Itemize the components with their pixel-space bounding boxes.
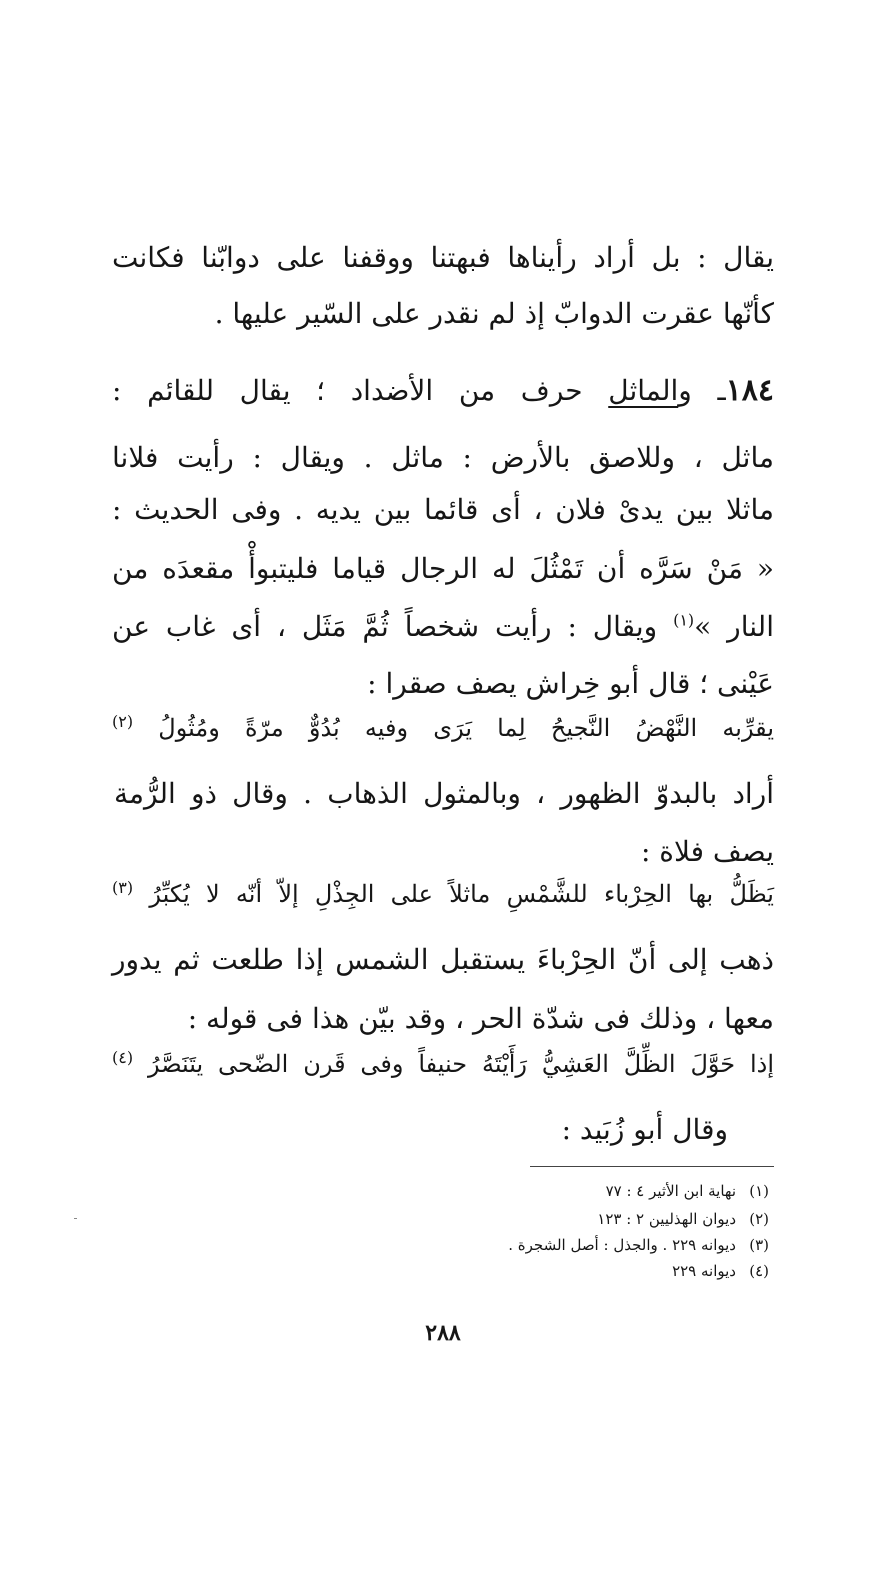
para-2-line-2: يصف فلاة : xyxy=(640,835,774,868)
entry-line-4-start: النار » xyxy=(694,610,774,644)
footnote-4-text: ديوانه ٢٢٩ xyxy=(672,1262,736,1280)
footnote-1-text: نهاية ابن الأثير ٤ : ٧٧ xyxy=(605,1182,736,1200)
footnote-1-number: (١) xyxy=(749,1182,769,1200)
para-3-line-2: معها ، وذلك فى شدّة الحر ، وقد بيّن هذا فى قوله : xyxy=(187,1002,774,1035)
footnote-separator xyxy=(530,1166,774,1167)
margin-speck xyxy=(74,1218,77,1219)
verse-1-marker: (٢) xyxy=(112,712,134,731)
footnote-marker-1: (١) xyxy=(673,611,695,630)
verse-2 xyxy=(112,880,774,906)
entry-line-5: عَيْنى ؛ قال أبو خِراش يصف صقرا : xyxy=(367,667,774,700)
footnote-2-number: (٢) xyxy=(749,1210,769,1228)
intro-line-2: كأنّها عقرت الدوابّ إذ لم نقدر على السّير عليها . xyxy=(214,297,774,330)
verse-1-text: يقرِّبه النَّهْضُ النَّجيحُ لِما يَرَى وفيه بُدُوٌّ مرّةً ومُثُولُ xyxy=(158,714,775,742)
footnote-4-number: (٤) xyxy=(749,1262,769,1280)
verse-2-marker: (٣) xyxy=(112,878,134,897)
entry-line-2: ماثلا بين يدىْ فلان ، أى قائما بين يديه . وفى الحديث : xyxy=(112,493,774,526)
footnote-3-number: (٣) xyxy=(749,1236,769,1254)
entry-line-1: ماثل ، وللاصق بالأرض : ماثل . ويقال : رأيت فلانا xyxy=(112,441,774,474)
entry-heading-connector: ـ و xyxy=(678,374,726,407)
page-number: ٢٨٨ xyxy=(425,1320,461,1346)
entry-line-4 xyxy=(112,610,774,644)
para-3-line-1: ذهب إلى أنّ الحِرْباءَ يستقبل الشمس إذا طلعت ثم يدور xyxy=(112,943,774,976)
verse-2-text: يَظَلُّ بها الحِرْباء للشَّمْسِ ماثلاً على الجِذْلِ إلاّ أنّه لا يُكبِّرُ xyxy=(149,880,774,908)
entry-number: ١٨٤ xyxy=(725,373,774,408)
entry-heading-text: حرف من الأضداد ؛ يقال للقائم : xyxy=(112,374,609,407)
verse-3 xyxy=(112,1050,774,1076)
closing-line: وقال أبو زُبَيد : xyxy=(561,1113,728,1146)
footnote-2-text: ديوان الهذليين ٢ : ١٢٣ xyxy=(597,1210,736,1228)
entry-heading xyxy=(112,373,774,408)
entry-line-3: « مَنْ سَرَّه أن تَمْثُلَ له الرجال قياما فليتبوأْ مقعدَه من xyxy=(112,552,774,585)
verse-1 xyxy=(112,714,774,740)
verse-3-text: إذا حَوَّلَ الظِّلَّ العَشِيُّ رَأَيْتَهُ حنيفاً وفى قَرن الضّحى يتَنَصَّرُ xyxy=(147,1050,774,1078)
entry-keyword: الماثل xyxy=(608,374,679,407)
intro-line-1: يقال : بل أراد رأيناها فبهتنا ووقفنا على دوابّنا فكانت xyxy=(112,241,774,274)
entry-line-4-end: ويقال : رأيت شخصاً ثُمَّ مَثَل ، أى غاب عن xyxy=(112,610,658,644)
verse-3-marker: (٤) xyxy=(112,1048,134,1067)
footnote-3-text: ديوانه ٢٢٩ . والجذل : أصل الشجرة . xyxy=(508,1236,736,1254)
para-2-line-1: أراد بالبدوّ الظهور ، وبالمثول الذهاب . وقال ذو الرُّمة xyxy=(114,777,774,810)
